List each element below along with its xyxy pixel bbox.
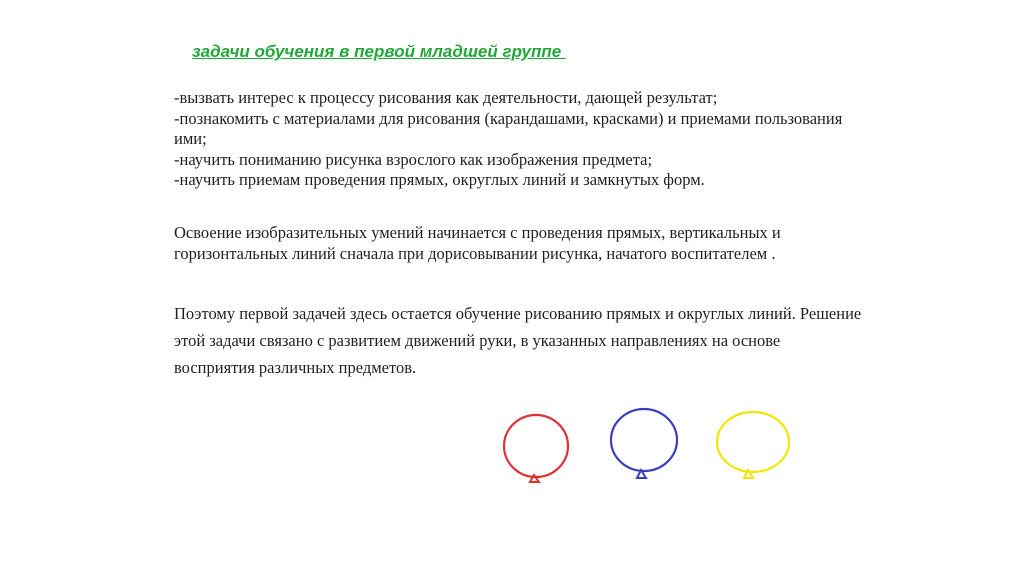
- paragraph-first-task: Поэтому первой задачей здесь остается обучение рисованию прямых и округлых линий. Решение этой задачи связано с развитием движений руки, в указанных направлениях на основе восприятия различных предметов.: [174, 304, 862, 377]
- red-balloon: [504, 415, 568, 482]
- blue-balloon: [611, 409, 677, 478]
- paragraph-skills: Освоение изобразительных умений начинается с проведения прямых, вертикальных и горизонтальных линий сначала при дорисовывании рисунка, начатого воспитателем .: [174, 223, 781, 263]
- task-item: -научить приемам проведения прямых, округлых линий и замкнутых форм.: [174, 170, 705, 189]
- task-item: -познакомить с материалами для рисования (карандашами, красками) и приемами пользования ими;: [174, 108, 843, 148]
- task-item: -вызвать интерес к процессу рисования как деятельности, дающей результат;: [174, 88, 718, 107]
- task-item: -научить пониманию рисунка взрослого как изображения предмета;: [174, 149, 653, 169]
- slide-title: задачи обучения в первой младшей группе: [192, 42, 566, 61]
- yellow-balloon: [717, 412, 789, 478]
